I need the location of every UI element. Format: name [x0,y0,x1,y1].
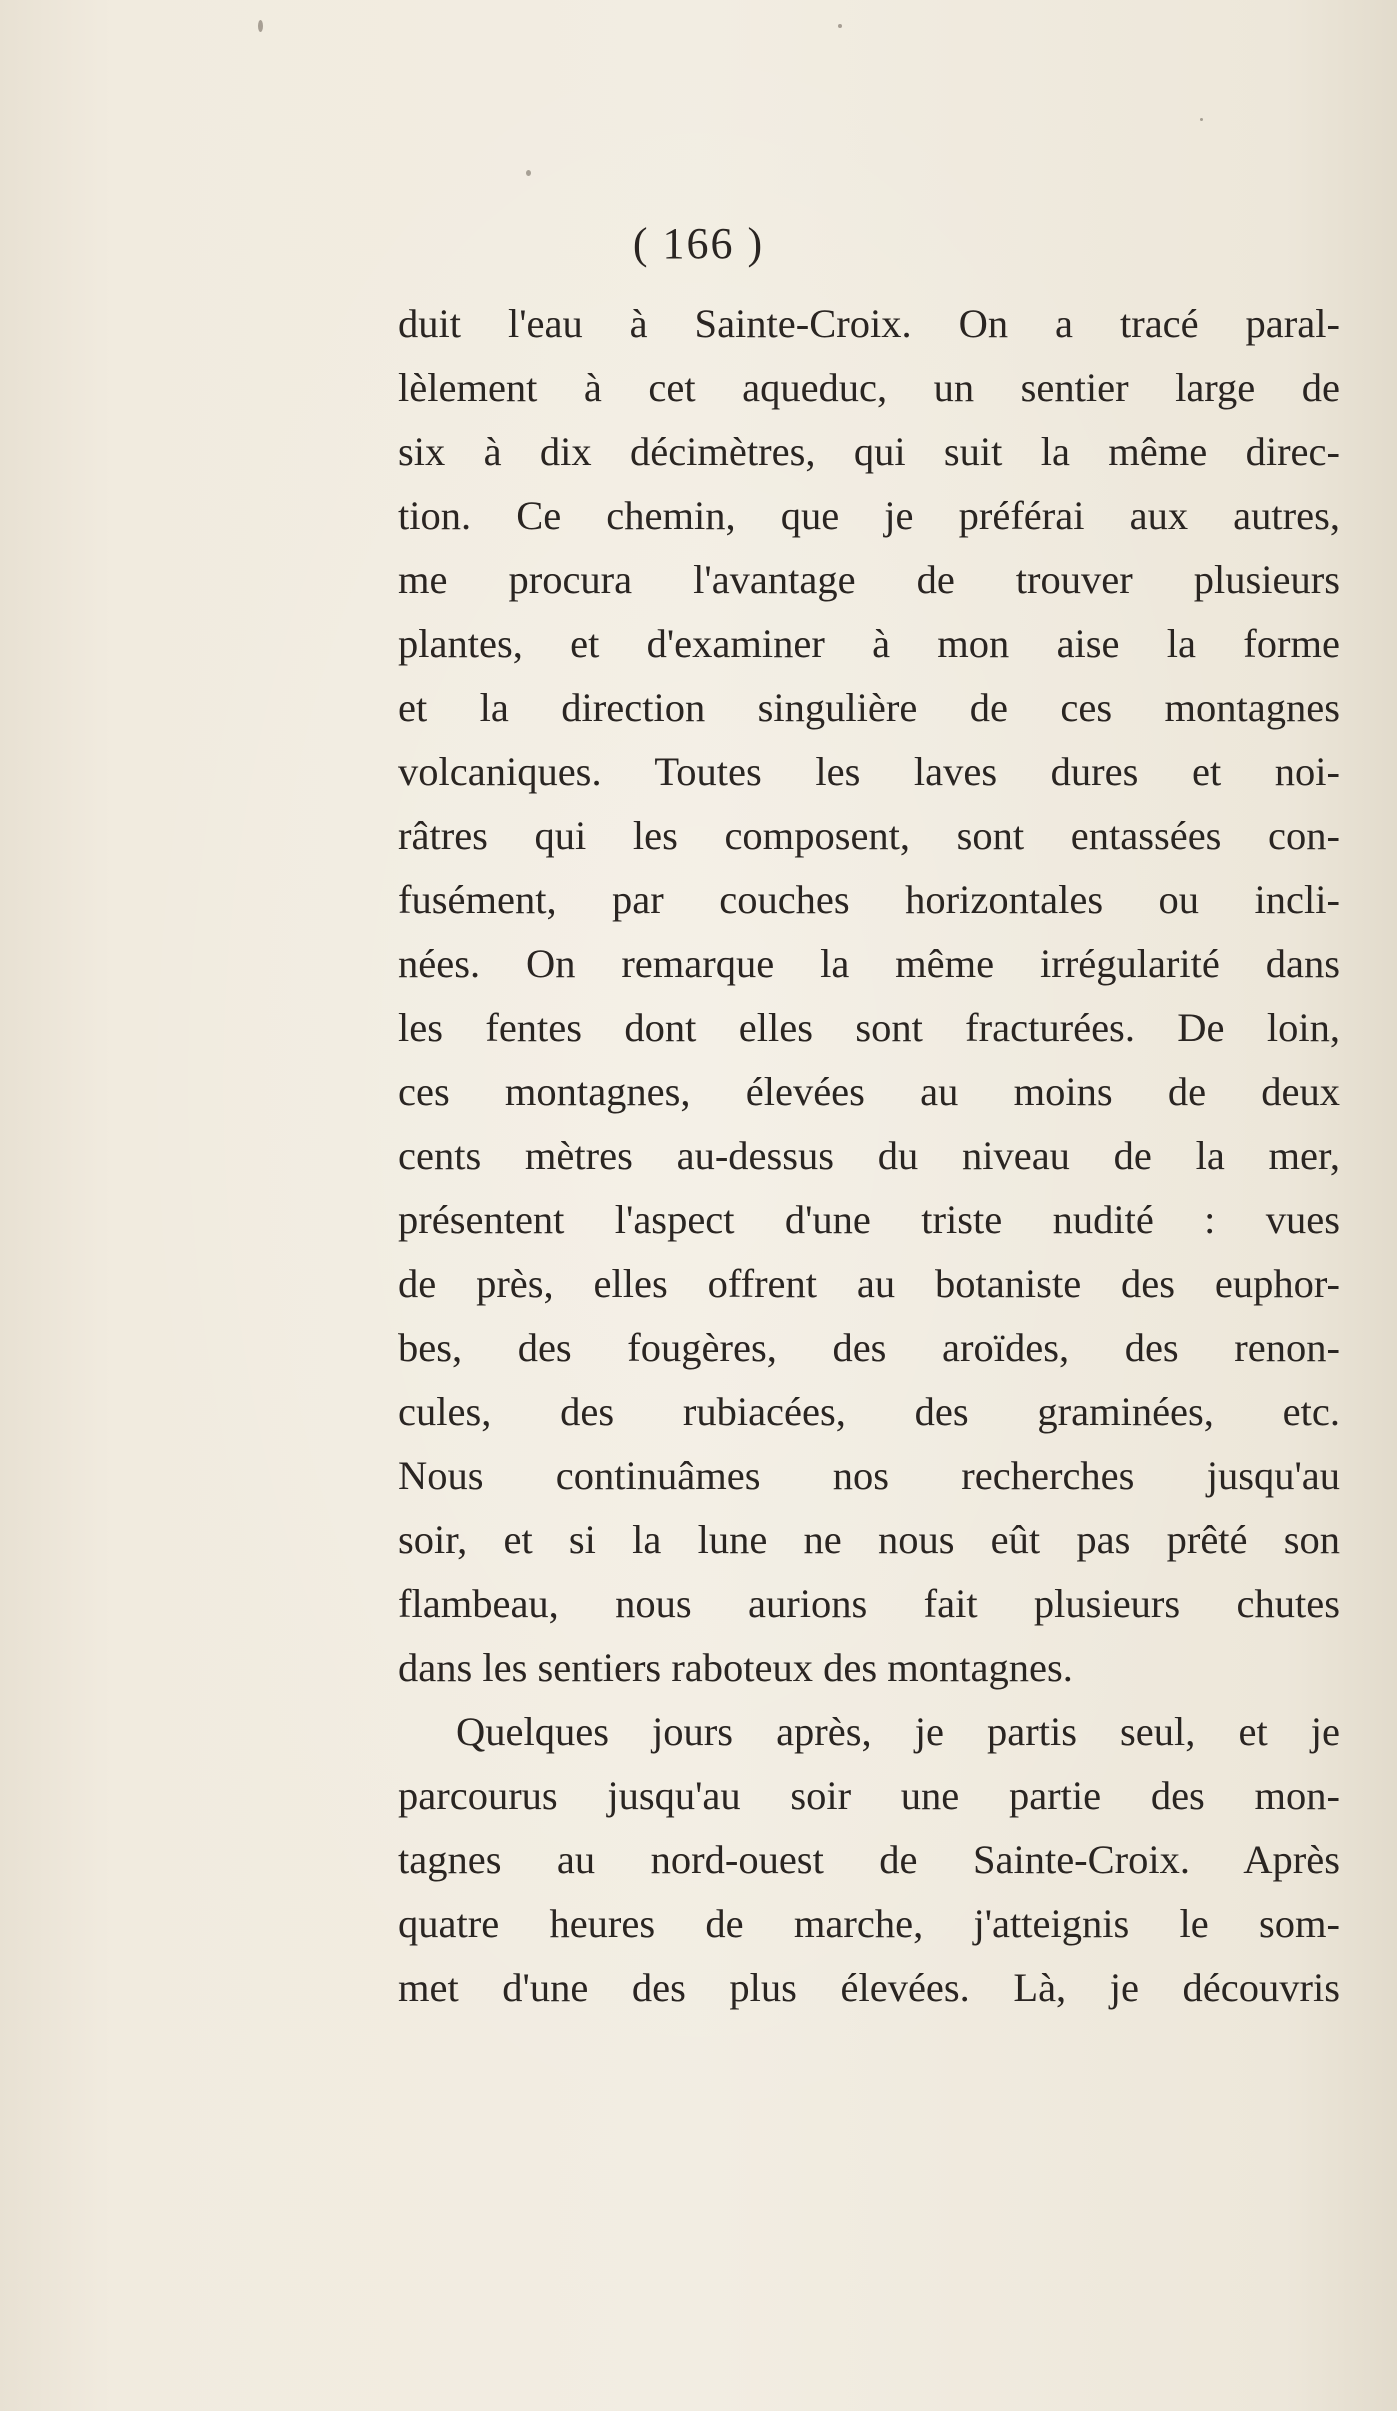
text-line: volcaniques. Toutes les laves dures et noi- [398,749,1340,794]
text-line: nées. On remarque la même irrégularité dans [398,941,1340,986]
text-line: six à dix décimètres, qui suit la même direc- [398,429,1340,474]
text-line: plantes, et d'examiner à mon aise la forme [398,621,1340,666]
text-line: dans les sentiers raboteux des montagnes. [398,1645,1073,1690]
paragraph [398,1700,1340,2020]
text-line: tagnes au nord-ouest de Sainte-Croix. Après [398,1837,1340,1882]
text-line: me procura l'avantage de trouver plusieurs [398,557,1340,602]
text-line: râtres qui les composent, sont entassées con- [398,813,1340,858]
text-line: soir, et si la lune ne nous eût pas prêté son [398,1517,1340,1562]
text-line: cents mètres au-dessus du niveau de la mer, [398,1133,1340,1178]
text-line: et la direction singulière de ces montagnes [398,685,1340,730]
text-line: met d'une des plus élevées. Là, je découvris [398,1965,1340,2010]
text-line: parcourus jusqu'au soir une partie des mon- [398,1773,1340,1818]
text-line: Quelques jours après, je partis seul, et je [456,1709,1340,1754]
text-line: fusément, par couches horizontales ou incli- [398,877,1340,922]
ink-speck [526,170,531,176]
body-text [398,292,1340,2020]
text-line: de près, elles offrent au botaniste des euphor- [398,1261,1340,1306]
ink-speck [258,20,263,32]
text-line: duit l'eau à Sainte-Croix. On a tracé paral- [398,301,1340,346]
ink-speck [838,24,842,28]
text-line: tion. Ce chemin, que je préférai aux autres, [398,493,1340,538]
text-line: quatre heures de marche, j'atteignis le som- [398,1901,1340,1946]
ink-speck [1200,118,1203,121]
paragraph [398,292,1340,1700]
text-line: les fentes dont elles sont fracturées. De loin, [398,1005,1340,1050]
text-line: ces montagnes, élevées au moins de deux [398,1069,1340,1114]
text-line: Nous continuâmes nos recherches jusqu'au [398,1453,1340,1498]
text-line: cules, des rubiacées, des graminées, etc. [398,1389,1340,1434]
text-line: lèlement à cet aqueduc, un sentier large de [398,365,1340,410]
page-number: ( 166 ) [632,219,765,268]
text-line: bes, des fougères, des aroïdes, des renon- [398,1325,1340,1370]
text-line: présentent l'aspect d'une triste nudité : vues [398,1197,1340,1242]
text-line: flambeau, nous aurions fait plusieurs chutes [398,1581,1340,1626]
